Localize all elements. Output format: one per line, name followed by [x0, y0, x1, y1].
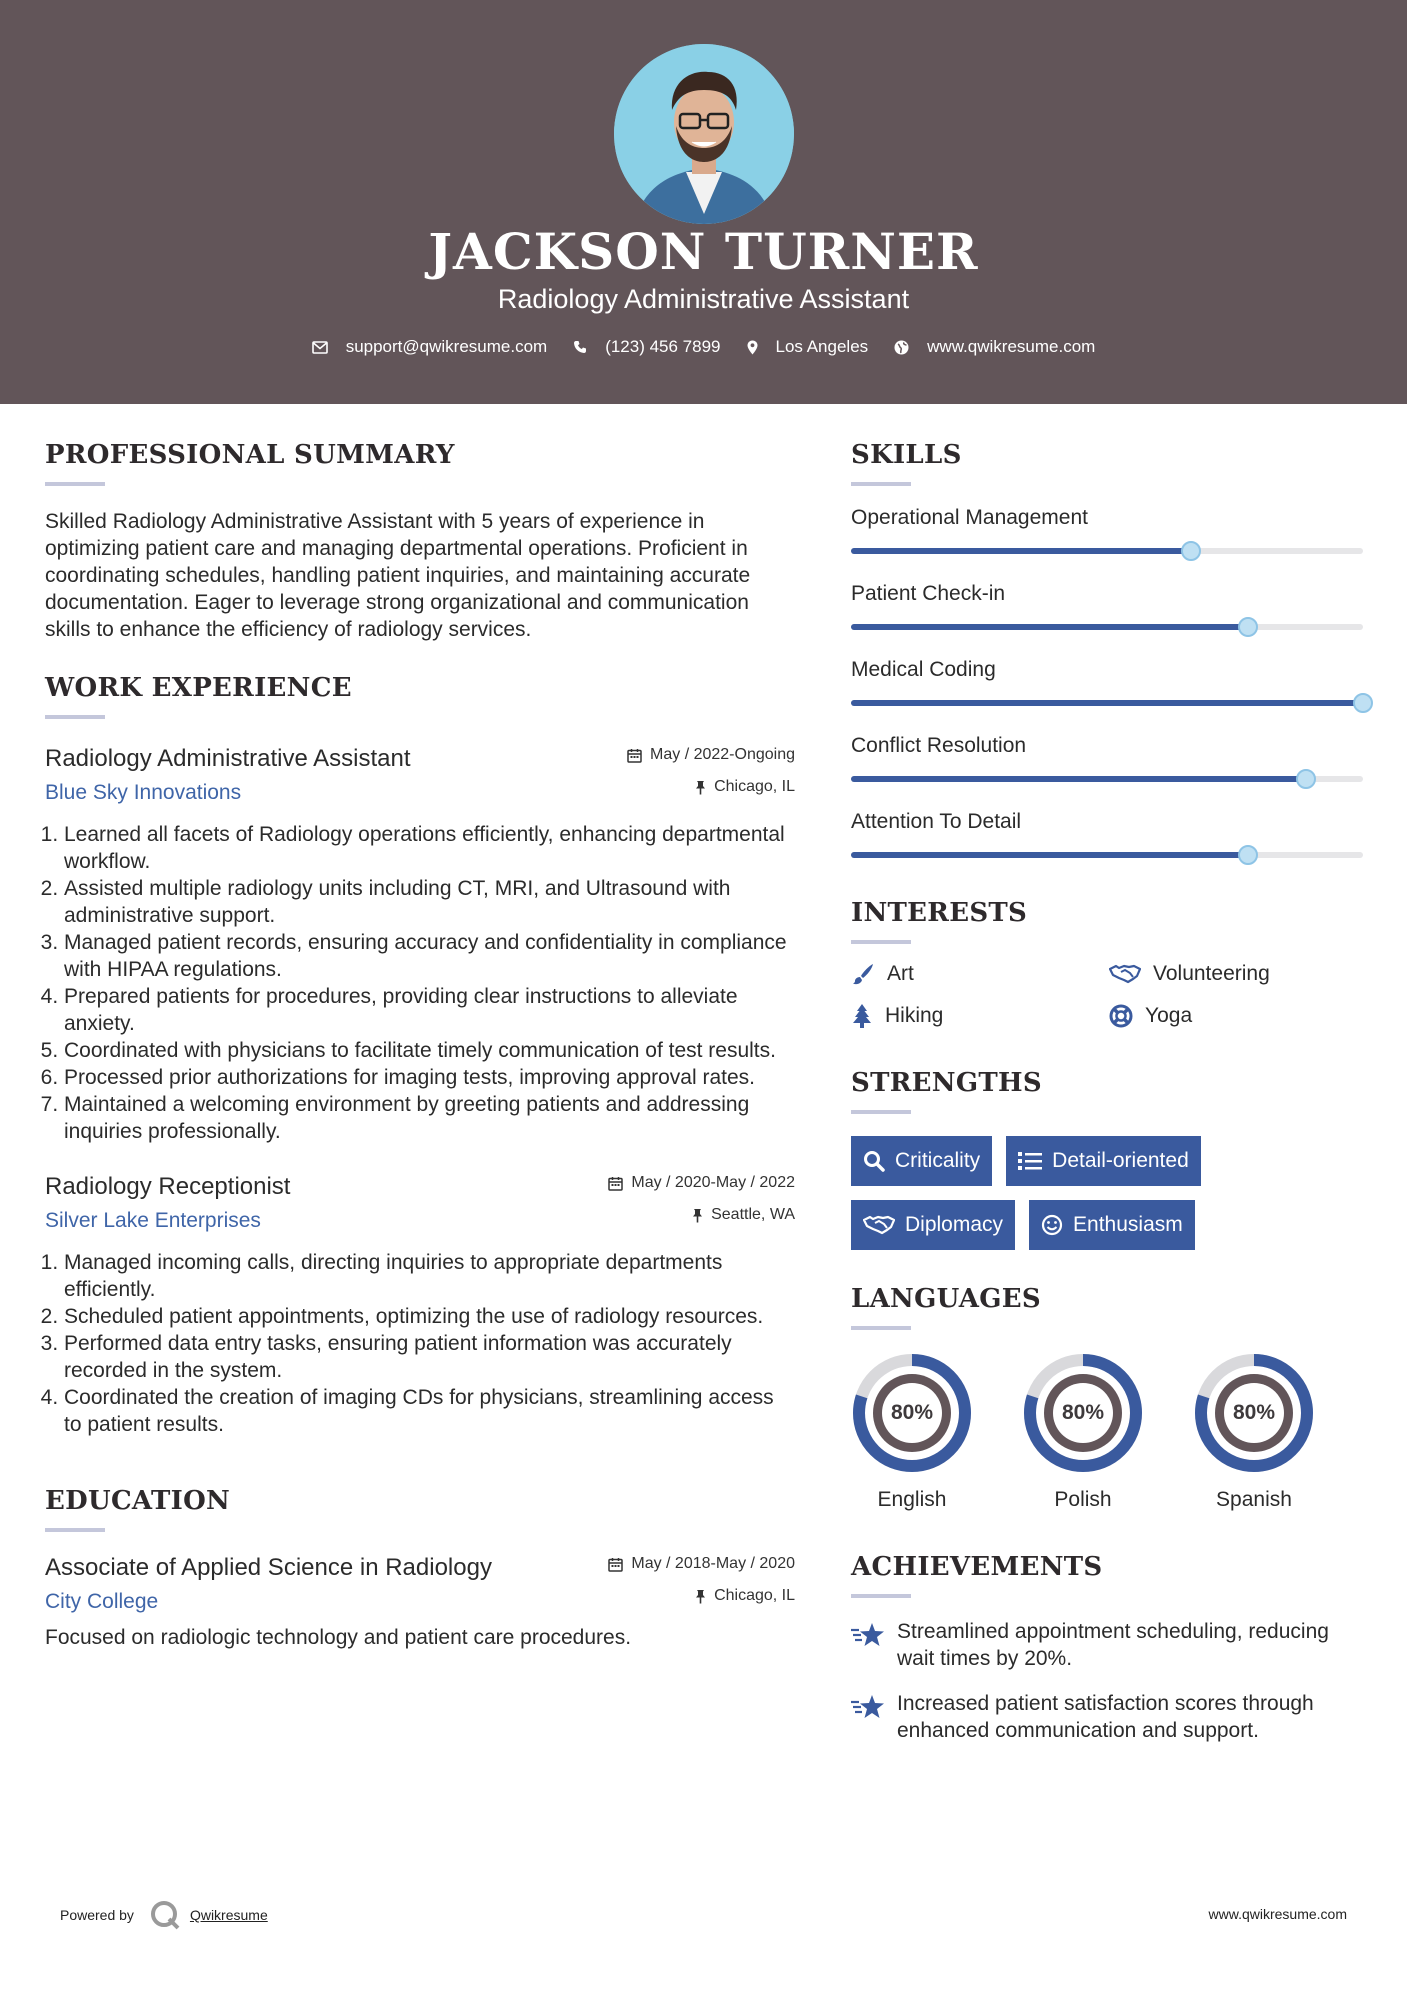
- handshake-icon: [1109, 963, 1141, 985]
- list-item: 3. Managed patient records, ensuring accuracy and confidentiality in compliance with HIPAA regulations.: [64, 929, 795, 983]
- achievement-text: Streamlined appointment scheduling, reducing wait times by 20%.: [897, 1620, 1329, 1670]
- paintbrush-icon: [851, 962, 875, 986]
- language-item: [851, 1352, 1022, 1512]
- achievements-heading: ACHIEVEMENTS: [851, 1552, 1103, 1582]
- experience-heading: WORK EXPERIENCE: [45, 673, 352, 703]
- job-dates-row: [627, 745, 795, 765]
- degree-title: Associate of Applied Science in Radiology: [45, 1554, 492, 1581]
- tree-icon: [851, 1004, 873, 1028]
- handshake-icon: [863, 1214, 895, 1236]
- phone-icon: [573, 340, 587, 354]
- list-item: 1. Managed incoming calls, directing inquiries to appropriate departments efficiently.: [64, 1249, 795, 1303]
- section-divider: [851, 1110, 911, 1114]
- list-item: 4. Prepared patients for procedures, providing clear instructions to alleviate anxiety.: [64, 983, 795, 1037]
- job-meta: [608, 1173, 795, 1225]
- interest-label: Hiking: [885, 1004, 944, 1027]
- strength-label: Enthusiasm: [1073, 1213, 1183, 1236]
- left-column: [45, 440, 795, 1650]
- summary-section: [45, 440, 795, 643]
- calendar-icon: [627, 748, 642, 763]
- skill-bar-fill: [851, 776, 1306, 782]
- job-location-row: [608, 1205, 795, 1225]
- qwikresume-logo-icon: [148, 1898, 182, 1932]
- achievements-section: [851, 1552, 1366, 1744]
- skills-heading: SKILLS: [851, 440, 962, 470]
- list-item: 6. Processed prior authorizations for imaging tests, improving approval rates.: [64, 1064, 795, 1091]
- list-item: 5. Coordinated with physicians to facilitate timely communication of test results.: [64, 1037, 795, 1064]
- pushpin-icon: [695, 780, 706, 795]
- interests-section: [851, 898, 1366, 1028]
- list-item: 1. Learned all facets of Radiology operations efficiently, enhancing departmental workflow.: [64, 821, 795, 875]
- interest-label: Yoga: [1145, 1004, 1193, 1027]
- strength-chip: [851, 1200, 1015, 1250]
- footer-website[interactable]: www.qwikresume.com: [1208, 1906, 1347, 1922]
- skill-bar: [851, 624, 1363, 630]
- interest-label: Volunteering: [1153, 962, 1270, 985]
- language-percent: 80%: [1061, 1401, 1105, 1424]
- achievement-item: [851, 1690, 1366, 1744]
- list-item: 2. Assisted multiple radiology units including CT, MRI, and Ultrasound with administrative support.: [64, 875, 795, 929]
- skill-item: [851, 810, 1366, 858]
- strength-label: Detail-oriented: [1052, 1149, 1189, 1172]
- qwikresume-link[interactable]: Qwikresume: [189, 1907, 268, 1923]
- interest-item: [1109, 962, 1367, 986]
- section-divider: [851, 482, 911, 486]
- job-dates-row: [608, 1173, 795, 1193]
- education-description: Focused on radiologic technology and patient care procedures.: [45, 1626, 632, 1649]
- language-percent: 80%: [890, 1401, 934, 1424]
- globe-icon: [894, 340, 909, 355]
- skill-item: [851, 734, 1366, 782]
- achievement-text: Increased patient satisfaction scores through enhanced communication and support.: [897, 1692, 1314, 1742]
- skill-bar: [851, 548, 1363, 554]
- interest-item: [1109, 1004, 1367, 1028]
- education-entry: [45, 1554, 795, 1650]
- skill-bar-knob: [1296, 769, 1316, 789]
- job-location: Chicago, IL: [714, 778, 795, 795]
- strengths-list: [851, 1136, 1366, 1250]
- job-location-row: [627, 777, 795, 797]
- language-item: [1022, 1352, 1193, 1512]
- section-divider: [45, 482, 105, 486]
- interests-heading: INTERESTS: [851, 898, 1028, 928]
- skill-bar-fill: [851, 700, 1363, 706]
- smile-icon: [1041, 1214, 1063, 1236]
- section-divider: [851, 1326, 911, 1330]
- skill-bar-knob: [1353, 693, 1373, 713]
- map-pin-icon: [747, 340, 758, 355]
- language-name: Polish: [1054, 1488, 1112, 1511]
- envelope-icon: [312, 341, 328, 354]
- profile-photo: [614, 44, 794, 224]
- strength-label: Diplomacy: [905, 1213, 1004, 1236]
- contact-email-text: support@qwikresume.com: [345, 337, 548, 356]
- contact-website[interactable]: [894, 337, 1095, 357]
- candidate-title: Radiology Administrative Assistant: [497, 284, 910, 314]
- skill-label: Conflict Resolution: [851, 734, 1027, 757]
- education-location-row: [608, 1586, 795, 1606]
- job-title: Radiology Administrative Assistant: [45, 745, 411, 772]
- job-title: Radiology Receptionist: [45, 1173, 291, 1200]
- job-dates: May / 2022-Ongoing: [650, 746, 795, 763]
- skill-bar-fill: [851, 852, 1248, 858]
- resume-header: [0, 0, 1407, 404]
- section-divider: [45, 1528, 105, 1532]
- language-ring: [851, 1352, 973, 1474]
- interest-item: [851, 1004, 1109, 1028]
- skill-label: Attention To Detail: [851, 810, 1022, 833]
- job-entry: [45, 745, 795, 1145]
- skill-label: Patient Check-in: [851, 582, 1006, 605]
- language-name: English: [877, 1488, 947, 1511]
- pushpin-icon: [692, 1208, 703, 1223]
- languages-heading: LANGUAGES: [851, 1284, 1041, 1314]
- calendar-icon: [608, 1176, 623, 1191]
- job-bullets: [45, 821, 795, 1145]
- skill-item: [851, 506, 1366, 554]
- interests-list: [851, 962, 1366, 1028]
- skills-list: [851, 506, 1366, 858]
- strength-chip: [851, 1136, 992, 1186]
- interest-label: Art: [887, 962, 914, 985]
- education-dates: May / 2018-May / 2020: [631, 1555, 795, 1572]
- skill-bar-knob: [1238, 845, 1258, 865]
- job-location: Seattle, WA: [711, 1206, 795, 1223]
- contact-location-text: Los Angeles: [775, 337, 869, 356]
- candidate-name: JACKSON TURNER: [428, 222, 979, 281]
- strength-chip: [1029, 1200, 1195, 1250]
- list-icon: [1018, 1151, 1042, 1171]
- star-icon: [851, 1622, 885, 1648]
- contact-bar: [0, 337, 1407, 357]
- skill-bar-fill: [851, 624, 1248, 630]
- skill-bar: [851, 776, 1363, 782]
- section-divider: [45, 715, 105, 719]
- skill-item: [851, 582, 1366, 630]
- interest-item: [851, 962, 1109, 986]
- star-icon: [851, 1694, 885, 1720]
- job-entry: [45, 1173, 795, 1438]
- list-item: 3. Performed data entry tasks, ensuring patient information was accurately recorded in the system.: [64, 1330, 795, 1384]
- skill-label: Medical Coding: [851, 658, 996, 681]
- job-dates: May / 2020-May / 2022: [631, 1174, 795, 1191]
- skill-item: [851, 658, 1366, 706]
- powered-by-label: Powered by: [60, 1907, 134, 1923]
- skill-bar-knob: [1181, 541, 1201, 561]
- list-item: 2. Scheduled patient appointments, optimizing the use of radiology resources.: [64, 1303, 795, 1330]
- life-ring-icon: [1109, 1004, 1133, 1028]
- strength-label: Criticality: [895, 1149, 981, 1172]
- skill-bar: [851, 852, 1363, 858]
- search-icon: [863, 1150, 885, 1172]
- section-divider: [851, 940, 911, 944]
- skill-bar: [851, 700, 1363, 706]
- skill-bar-knob: [1238, 617, 1258, 637]
- education-location: Chicago, IL: [714, 1587, 795, 1604]
- language-ring: [1193, 1352, 1315, 1474]
- contact-phone[interactable]: [573, 337, 720, 357]
- strength-chip: [1006, 1136, 1201, 1186]
- achievement-item: [851, 1618, 1366, 1672]
- language-percent: 80%: [1232, 1401, 1276, 1424]
- experience-section: [45, 673, 795, 1438]
- summary-text: Skilled Radiology Administrative Assistant with 5 years of experience in optimizing patient care and managing departmental operations. Proficient in coordinating schedules, handling patient inquiries, and maintaining accurate documentation. Eager to leverage strong organizational and communication skills to enhance the efficiency of radiology services.: [45, 510, 751, 641]
- contact-website-text: www.qwikresume.com: [927, 337, 1096, 356]
- job-meta: [627, 745, 795, 797]
- language-name: Spanish: [1216, 1488, 1292, 1511]
- skill-bar-fill: [851, 548, 1191, 554]
- job-company: Blue Sky Innovations: [45, 781, 242, 804]
- right-column: [851, 440, 1366, 1744]
- language-ring: [1022, 1352, 1144, 1474]
- footer-powered-by: [60, 1898, 268, 1932]
- summary-heading: PROFESSIONAL SUMMARY: [45, 440, 455, 470]
- list-item: 4. Coordinated the creation of imaging CDs for physicians, streamlining access to patient results.: [64, 1384, 795, 1438]
- education-meta: [608, 1554, 795, 1606]
- list-item: 7. Maintained a welcoming environment by greeting patients and addressing inquiries professionally.: [64, 1091, 795, 1145]
- school-name: City College: [45, 1590, 159, 1613]
- strengths-heading: STRENGTHS: [851, 1068, 1042, 1098]
- contact-location: [747, 337, 869, 357]
- languages-list: [851, 1352, 1366, 1512]
- section-divider: [851, 1594, 911, 1598]
- calendar-icon: [608, 1557, 623, 1572]
- job-company: Silver Lake Enterprises: [45, 1209, 261, 1232]
- strengths-section: [851, 1068, 1366, 1250]
- education-heading: EDUCATION: [45, 1486, 231, 1516]
- skill-label: Operational Management: [851, 506, 1088, 529]
- language-item: [1193, 1352, 1364, 1512]
- pushpin-icon: [695, 1589, 706, 1604]
- skills-section: [851, 440, 1366, 858]
- contact-email[interactable]: [312, 337, 548, 357]
- job-bullets: [45, 1249, 795, 1438]
- languages-section: [851, 1284, 1366, 1512]
- education-section: [45, 1486, 795, 1650]
- contact-phone-text: (123) 456 7899: [605, 337, 721, 356]
- education-dates-row: [608, 1554, 795, 1574]
